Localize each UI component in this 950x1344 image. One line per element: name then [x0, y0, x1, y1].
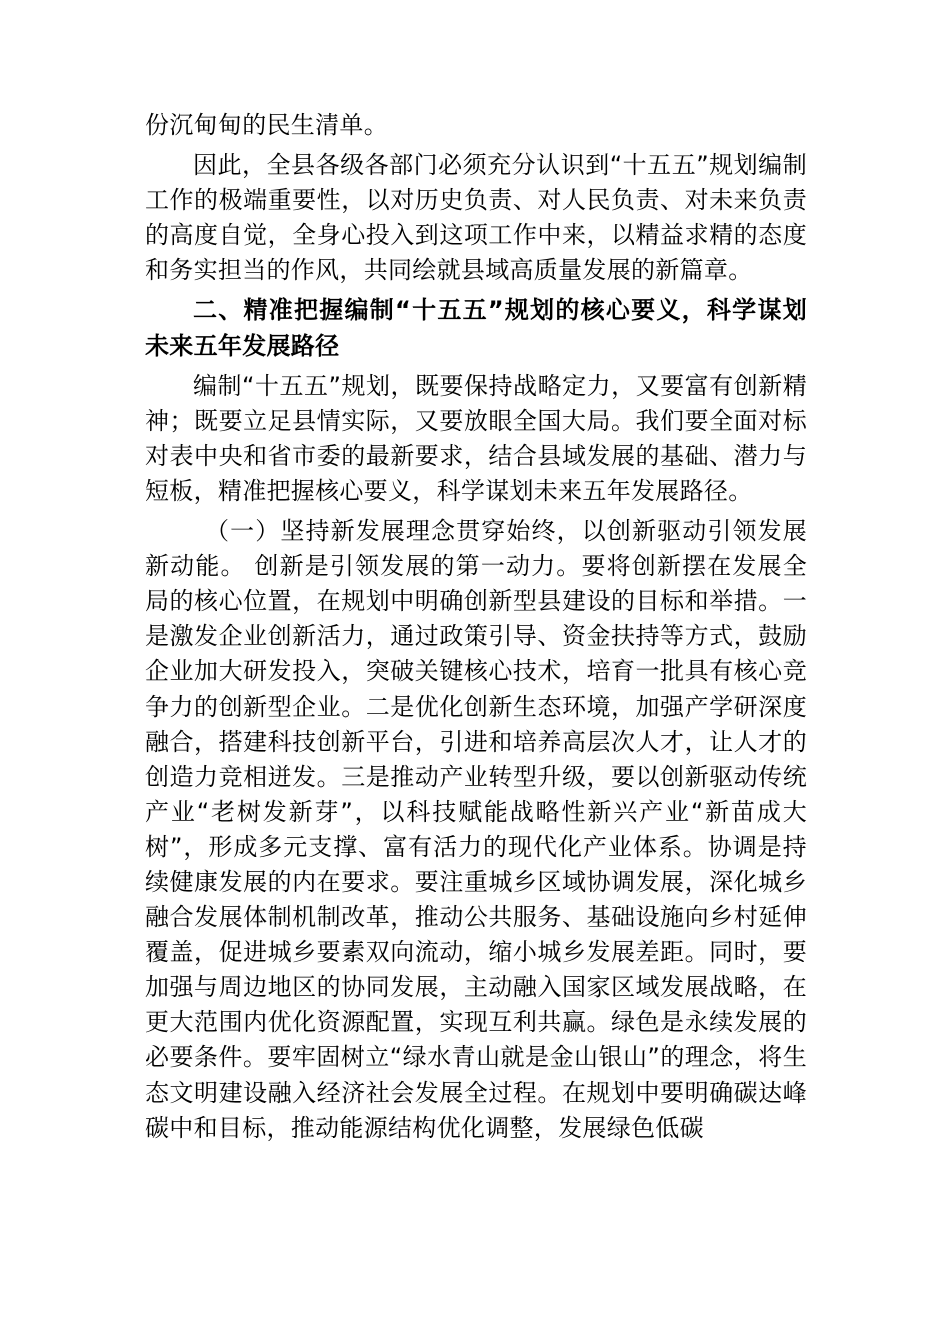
paragraph-subsection-1: （一）坚持新发展理念贯穿始终，以创新驱动引领发展新动能。 创新是引领发展的第一动力。要将创新摆在发展全局的核心位置，在规划中明确创新型县建设的目标和举措。一是激发企业创新活力，通过政策引导、资金扶持等方式，鼓励企业加大研发投入，突破关键核心技术，培育一批具有核心竞争力的创新型企业。二是优化创新生态环境，加强产学研深度融合，搭建科技创新平台，引进和培养高层次人才，让人才的创造力竞相迸发。三是推动产业转型升级，要以创新驱动传统产业“老树发新芽”，以科技赋能战略性新兴产业“新苗成大树”，形成多元支撑、富有活力的现代化产业体系。协调是持续健康发展的内在要求。要注重城乡区域协调发展，深化城乡融合发展体制机制改革，推动公共服务、基础设施向乡村延伸覆盖，促进城乡要素双向流动，缩小城乡发展差距。同时，要加强与周边地区的协同发展，主动融入国家区域发展战略，在更大范围内优化资源配置，实现互利共赢。绿色是永续发展的必要条件。要牢固树立“绿水青山就是金山银山”的理念，将生态文明建设融入经济社会发展全过程。在规划中要明确碳达峰碳中和目标，推动能源结构优化调整，发展绿色低碳: [145, 517, 807, 1142]
paragraph-conclusion: 因此，全县各级各部门必须充分认识到“十五五”规划编制工作的极端重要性，以对历史负责、对人民负责、对未来负责的高度自觉，全身心投入到这项工作中来，以精益求精的态度和务实担当的作风，共同绘就县域高质量发展的新篇章。: [145, 151, 807, 285]
paragraph-intro: 编制“十五五”规划，既要保持战略定力，又要富有创新精神；既要立足县情实际，又要放眼全国大局。我们要全面对标对表中央和省市委的最新要求，结合县域发展的基础、潜力与短板，精准把握核心要义，科学谋划未来五年发展路径。: [145, 371, 807, 505]
paragraph-continuation: 份沉甸甸的民生清单。: [145, 111, 388, 139]
document-body: [145, 108, 807, 1146]
section-heading-2: 二、精准把握编制“十五五”规划的核心要义，科学谋划未来五年发展路径: [145, 296, 807, 360]
